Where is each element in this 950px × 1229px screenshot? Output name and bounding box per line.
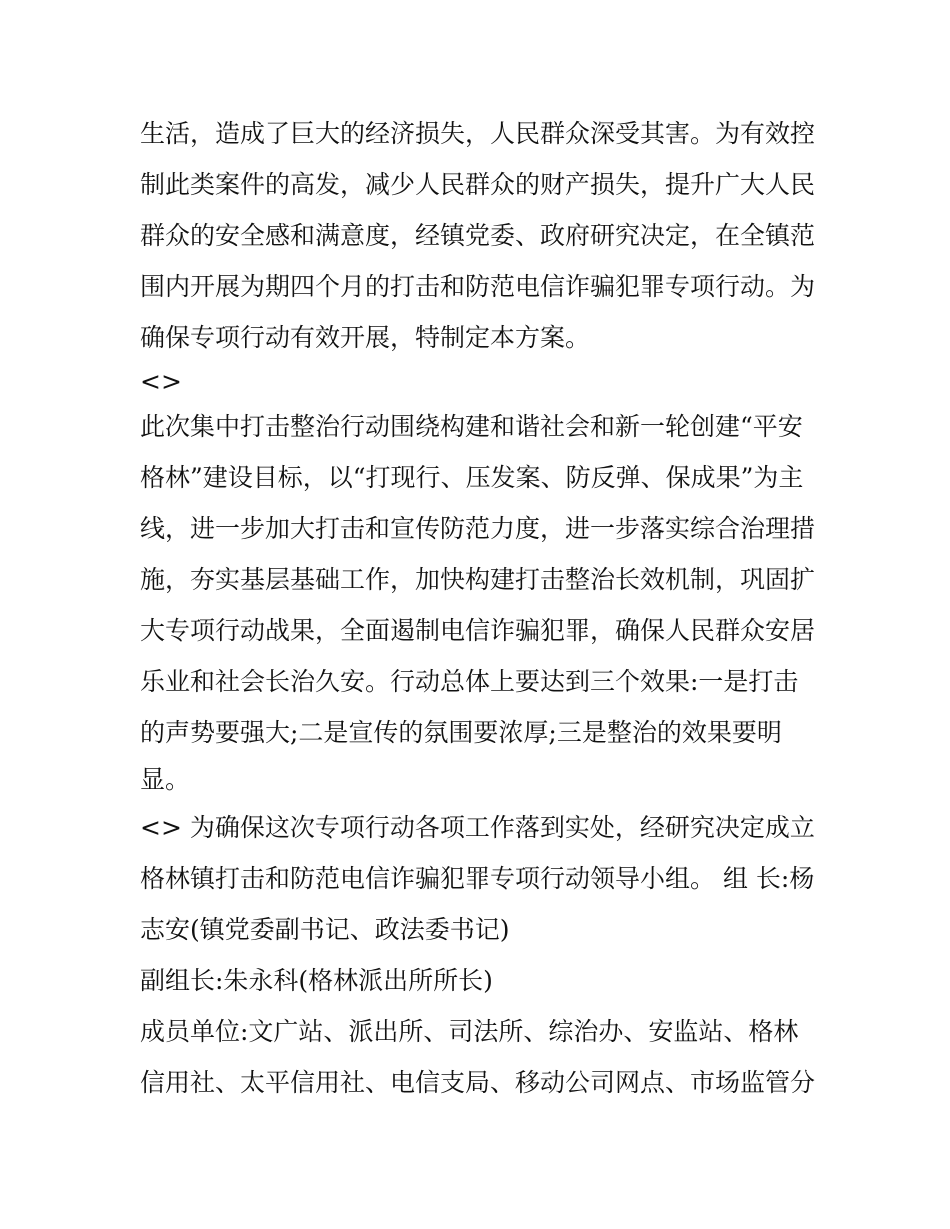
text-line: 大专项行动战果，全面遏制电信诈骗犯罪，确保人民群众安居 [140,616,816,645]
text-line: 围内开展为期四个月的打击和防范电信诈骗犯罪专项行动。为 [140,272,816,301]
text-line: 乐业和社会长治久安。行动总体上要达到三个效果:一是打击 [140,667,799,696]
text-line: 显。 [140,765,191,794]
text-line: 群众的安全感和满意度，经镇党委、政府研究决定，在全镇范 [140,221,816,250]
text-line: 的声势要强大;二是宣传的氛围要浓厚;三是整治的效果要明 [140,718,782,747]
text-line: 志安(镇党委副书记、政法委书记) [140,915,510,944]
text-line: 格林”建设目标，以“打现行、压发案、防反弹、保成果”为主 [140,463,804,492]
text-line: 格林镇打击和防范电信诈骗犯罪专项行动领导小组。 组 长:杨 [140,864,815,893]
text-line: 生活，造成了巨大的经济损失，人民群众深受其害。为有效控 [140,119,816,148]
text-line: 信用社、太平信用社、电信支局、移动公司网点、市场监管分 [140,1068,816,1097]
text-line: 此次集中打击整治行动围绕构建和谐社会和新一轮创建“平安 [140,412,803,441]
text-line: 成员单位:文广站、派出所、司法所、综治办、安监站、格林 [140,1017,799,1046]
text-line: 副组长:朱永科(格林派出所所长) [140,966,493,995]
text-line: 制此类案件的高发，减少人民群众的财产损失，提升广大人民 [140,170,816,199]
text-line: 线，进一步加大打击和宣传防范力度，进一步落实综合治理措 [140,514,816,543]
text-line: 确保专项行动有效开展，特制定本方案。 [140,323,591,352]
document-body [140,108,830,1108]
text-line: <> 为确保这次专项行动各项工作落到实处，经研究决定成立 [140,813,815,842]
section-marker: <> [140,367,182,396]
text-line: 施，夯实基层基础工作，加快构建打击整治长效机制，巩固扩 [140,565,816,594]
